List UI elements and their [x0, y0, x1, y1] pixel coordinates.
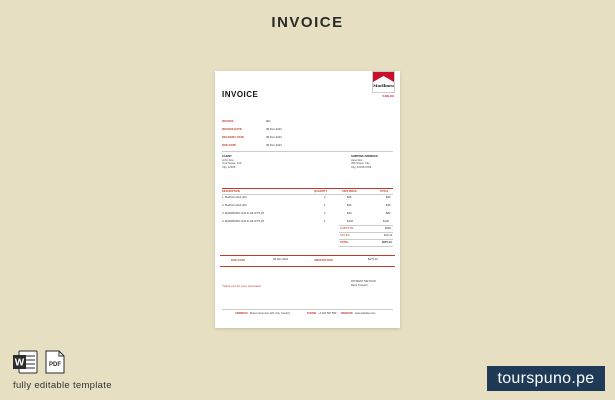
- footer-key: WEBSITE: [341, 312, 353, 315]
- meta-due-date: [222, 143, 302, 147]
- totals-rule: [339, 225, 393, 226]
- table-header-rule: [222, 194, 393, 195]
- meta-value: 09 Nov 2021: [266, 135, 282, 139]
- due-bottom-rule: [220, 266, 395, 267]
- shipping-line: 456 Street, City: [351, 162, 370, 166]
- logo-wordmark: Marlboro: [373, 83, 394, 88]
- payment-block: [351, 280, 376, 287]
- meta-value: 09 Nov 2021: [266, 127, 282, 131]
- page-heading: INVOICE: [271, 14, 344, 31]
- marlboro-logo: [372, 71, 395, 93]
- meta-invoice: [222, 119, 302, 123]
- tax-label: TAX 5%: [340, 234, 350, 237]
- meta-label: DELIVERY DATE: [222, 135, 245, 139]
- client-line: Your Street, 123: [222, 162, 242, 166]
- row-desc: 4. MARLBORO GOLD 10H FTS 20: [222, 220, 264, 223]
- meta-label: INVOICE: [222, 119, 234, 123]
- due-date-value: 09 Nov 2021: [273, 258, 289, 261]
- row-qty: 2: [324, 212, 326, 215]
- due-top-rule: [220, 255, 395, 256]
- total-value: $275.10: [382, 241, 392, 244]
- totals-rule: [339, 232, 393, 233]
- meta-delivery-date: [222, 135, 302, 139]
- shipping-line: City, 12345-6789: [351, 165, 372, 169]
- client-heading: CLIENT: [222, 155, 232, 158]
- meta-invoice-date: [222, 127, 302, 131]
- amount-due-label: AMOUNT DUE: [314, 258, 333, 262]
- th-total: TOTAL: [380, 189, 389, 193]
- template-caption: fully editable template: [13, 380, 112, 391]
- row-qty: 2: [324, 196, 326, 199]
- meta-value: 001: [266, 119, 271, 123]
- footer-value: +1 234 567 890: [318, 312, 337, 315]
- row-total: $25: [386, 204, 391, 207]
- footer-value: Street name Ave 123, City, Country: [249, 312, 291, 315]
- total-label: TOTAL: [340, 241, 349, 244]
- svg-text:PDF: PDF: [49, 362, 61, 368]
- row-total: $80: [386, 212, 391, 215]
- footer-website: [341, 312, 375, 315]
- due-date-label: DUE DATE: [231, 258, 246, 262]
- subtotal-value: $262: [385, 227, 391, 230]
- meta-value: 09 Nov 2021: [266, 143, 282, 147]
- footer-value: www.website.com: [354, 312, 376, 315]
- logo-roof-shape: [373, 72, 394, 82]
- shipping-line: Jane Doe: [351, 158, 363, 162]
- row-total: $102: [383, 220, 389, 223]
- thank-you-note: Thank you for your purchase!: [222, 284, 262, 288]
- meta-label: DUE DATE: [222, 143, 237, 147]
- totals-rule: [339, 239, 393, 240]
- client-line: City, 12345: [222, 165, 236, 169]
- subtotal-label: SUBTOTAL: [340, 227, 354, 230]
- footer-address: [235, 312, 290, 315]
- shipping-heading: SHIPPING ADDRESS: [351, 155, 378, 158]
- row-desc: 3. MARLBORO GOLD 10H FTS 20: [222, 212, 264, 215]
- th-unit-price: UNIT PRICE: [342, 189, 357, 193]
- client-block: [222, 155, 282, 169]
- client-line: John Doe: [222, 158, 234, 162]
- invoice-title: INVOICE: [222, 90, 259, 99]
- meta-label: INVOICE DATE: [222, 127, 242, 131]
- payment-value: Bank Transfer: [351, 283, 368, 287]
- row-price: $102: [347, 220, 353, 223]
- row-price: $25: [347, 196, 352, 199]
- footer-phone: [307, 312, 336, 315]
- pdf-icon[interactable]: [44, 350, 64, 372]
- row-desc: 2. Marlboro Red (20): [222, 204, 247, 207]
- brand-subtext: 5,099.101: [382, 95, 394, 98]
- row-total: $50: [386, 196, 391, 199]
- row-desc: 1. Marlboro Red (20): [222, 196, 247, 199]
- footer-key: PHONE: [307, 312, 317, 315]
- divider: [222, 151, 393, 152]
- row-price: $40: [347, 212, 352, 215]
- th-description: DESCRIPTION: [222, 189, 240, 193]
- th-quantity: QUANTITY: [314, 189, 328, 193]
- footer-rule: [222, 309, 393, 310]
- row-price: $25: [347, 204, 352, 207]
- footer-key: ADDRESS: [235, 312, 248, 315]
- amount-due-value: $275.10: [368, 258, 378, 261]
- table-top-rule: [222, 188, 393, 189]
- tax-value: $13.10: [384, 234, 393, 237]
- payment-heading: PAYMENT METHOD: [351, 280, 376, 283]
- svg-text:W: W: [14, 357, 25, 369]
- shipping-block: [351, 155, 396, 169]
- site-watermark[interactable]: tourspuno.pe: [487, 366, 605, 391]
- row-qty: 1: [324, 204, 326, 207]
- word-icon[interactable]: [13, 350, 33, 372]
- row-qty: 1: [324, 220, 326, 223]
- invoice-sheet: [215, 71, 400, 328]
- totals-rule: [339, 246, 393, 247]
